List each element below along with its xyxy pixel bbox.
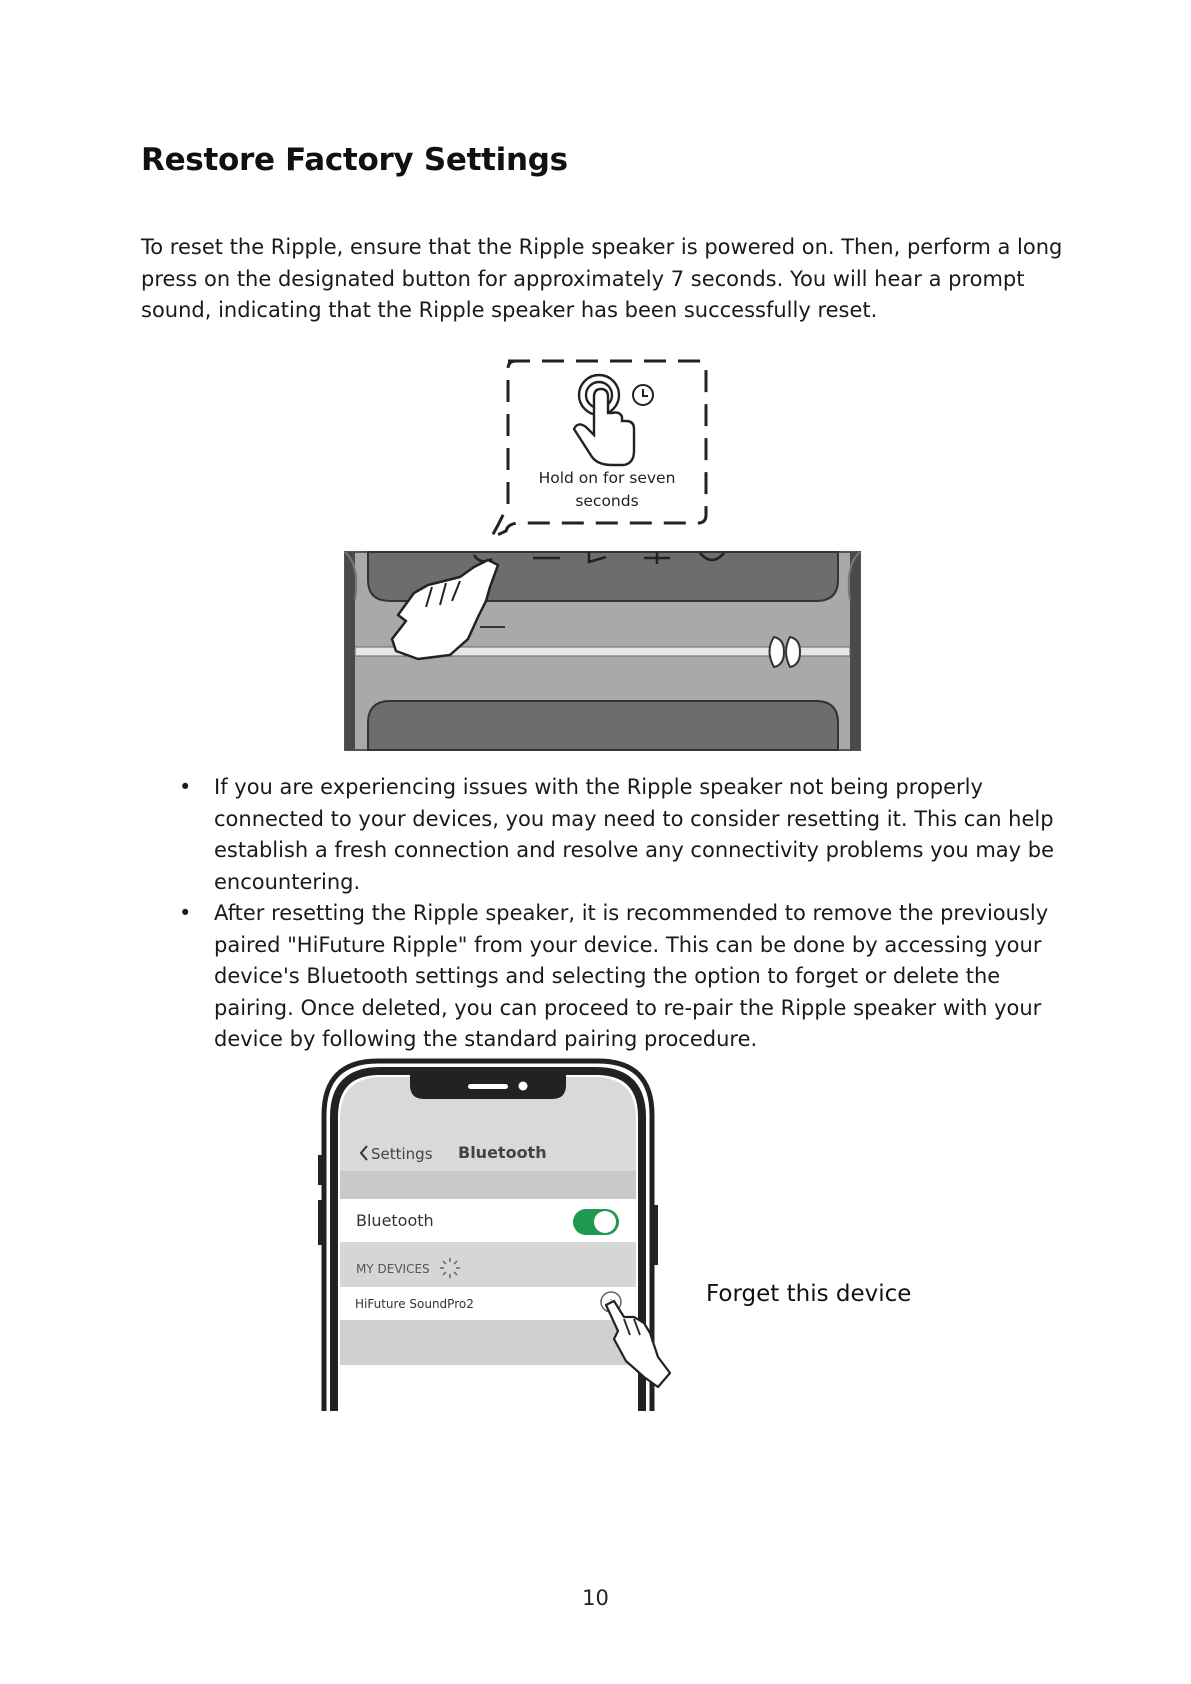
forget-device-annotation: Forget this device bbox=[706, 1281, 912, 1307]
bullet-symbol: • bbox=[179, 901, 192, 925]
callout-text-line1: Hold on for seven bbox=[538, 469, 676, 487]
intro-paragraph: To reset the Ripple, ensure that the Ripple speaker is powered on. Then, perform a long press on the designated button for approximately 7 seconds. You will hear a prompt sound, indicating that the Ripple speaker has been successfully reset. bbox=[141, 235, 1063, 322]
bullet-text: If you are experiencing issues with the Ripple speaker not being properly connected to your devices, you may need to consider resetting it. This can help establish a fresh connection and resolve any connectivity problems you may be encountering. bbox=[214, 775, 1055, 894]
device-name[interactable]: HiFuture SoundPro2 bbox=[355, 1297, 474, 1311]
back-label[interactable]: Settings bbox=[371, 1145, 433, 1163]
speaker-reset-illustration bbox=[340, 355, 870, 755]
page-number: 10 bbox=[582, 1586, 609, 1610]
page-title: Restore Factory Settings bbox=[141, 142, 568, 178]
phone-illustration bbox=[318, 1055, 688, 1415]
screen-title: Bluetooth bbox=[458, 1143, 547, 1162]
bluetooth-toggle[interactable] bbox=[573, 1209, 619, 1235]
press-hold-icon bbox=[574, 375, 634, 465]
bullet-list bbox=[141, 772, 1071, 1056]
callout-text-line2: seconds bbox=[575, 492, 639, 510]
bullet-item-2 bbox=[141, 898, 1071, 1056]
my-devices-label: MY DEVICES bbox=[356, 1262, 430, 1276]
bullet-symbol: • bbox=[179, 775, 192, 799]
bluetooth-toggle-label: Bluetooth bbox=[356, 1211, 434, 1230]
bullet-item-1 bbox=[141, 772, 1071, 898]
bullet-text: After resetting the Ripple speaker, it is recommended to remove the previously paired "HiFuture Ripple" from your device. This can be done by accessing your device's Bluetooth settings and selecting the option to forget or delete the pairing. Once deleted, you can proceed to re-pair the Ripple speaker with your device by following the standard pairing procedure. bbox=[214, 901, 1049, 1051]
clock-icon bbox=[633, 385, 653, 405]
